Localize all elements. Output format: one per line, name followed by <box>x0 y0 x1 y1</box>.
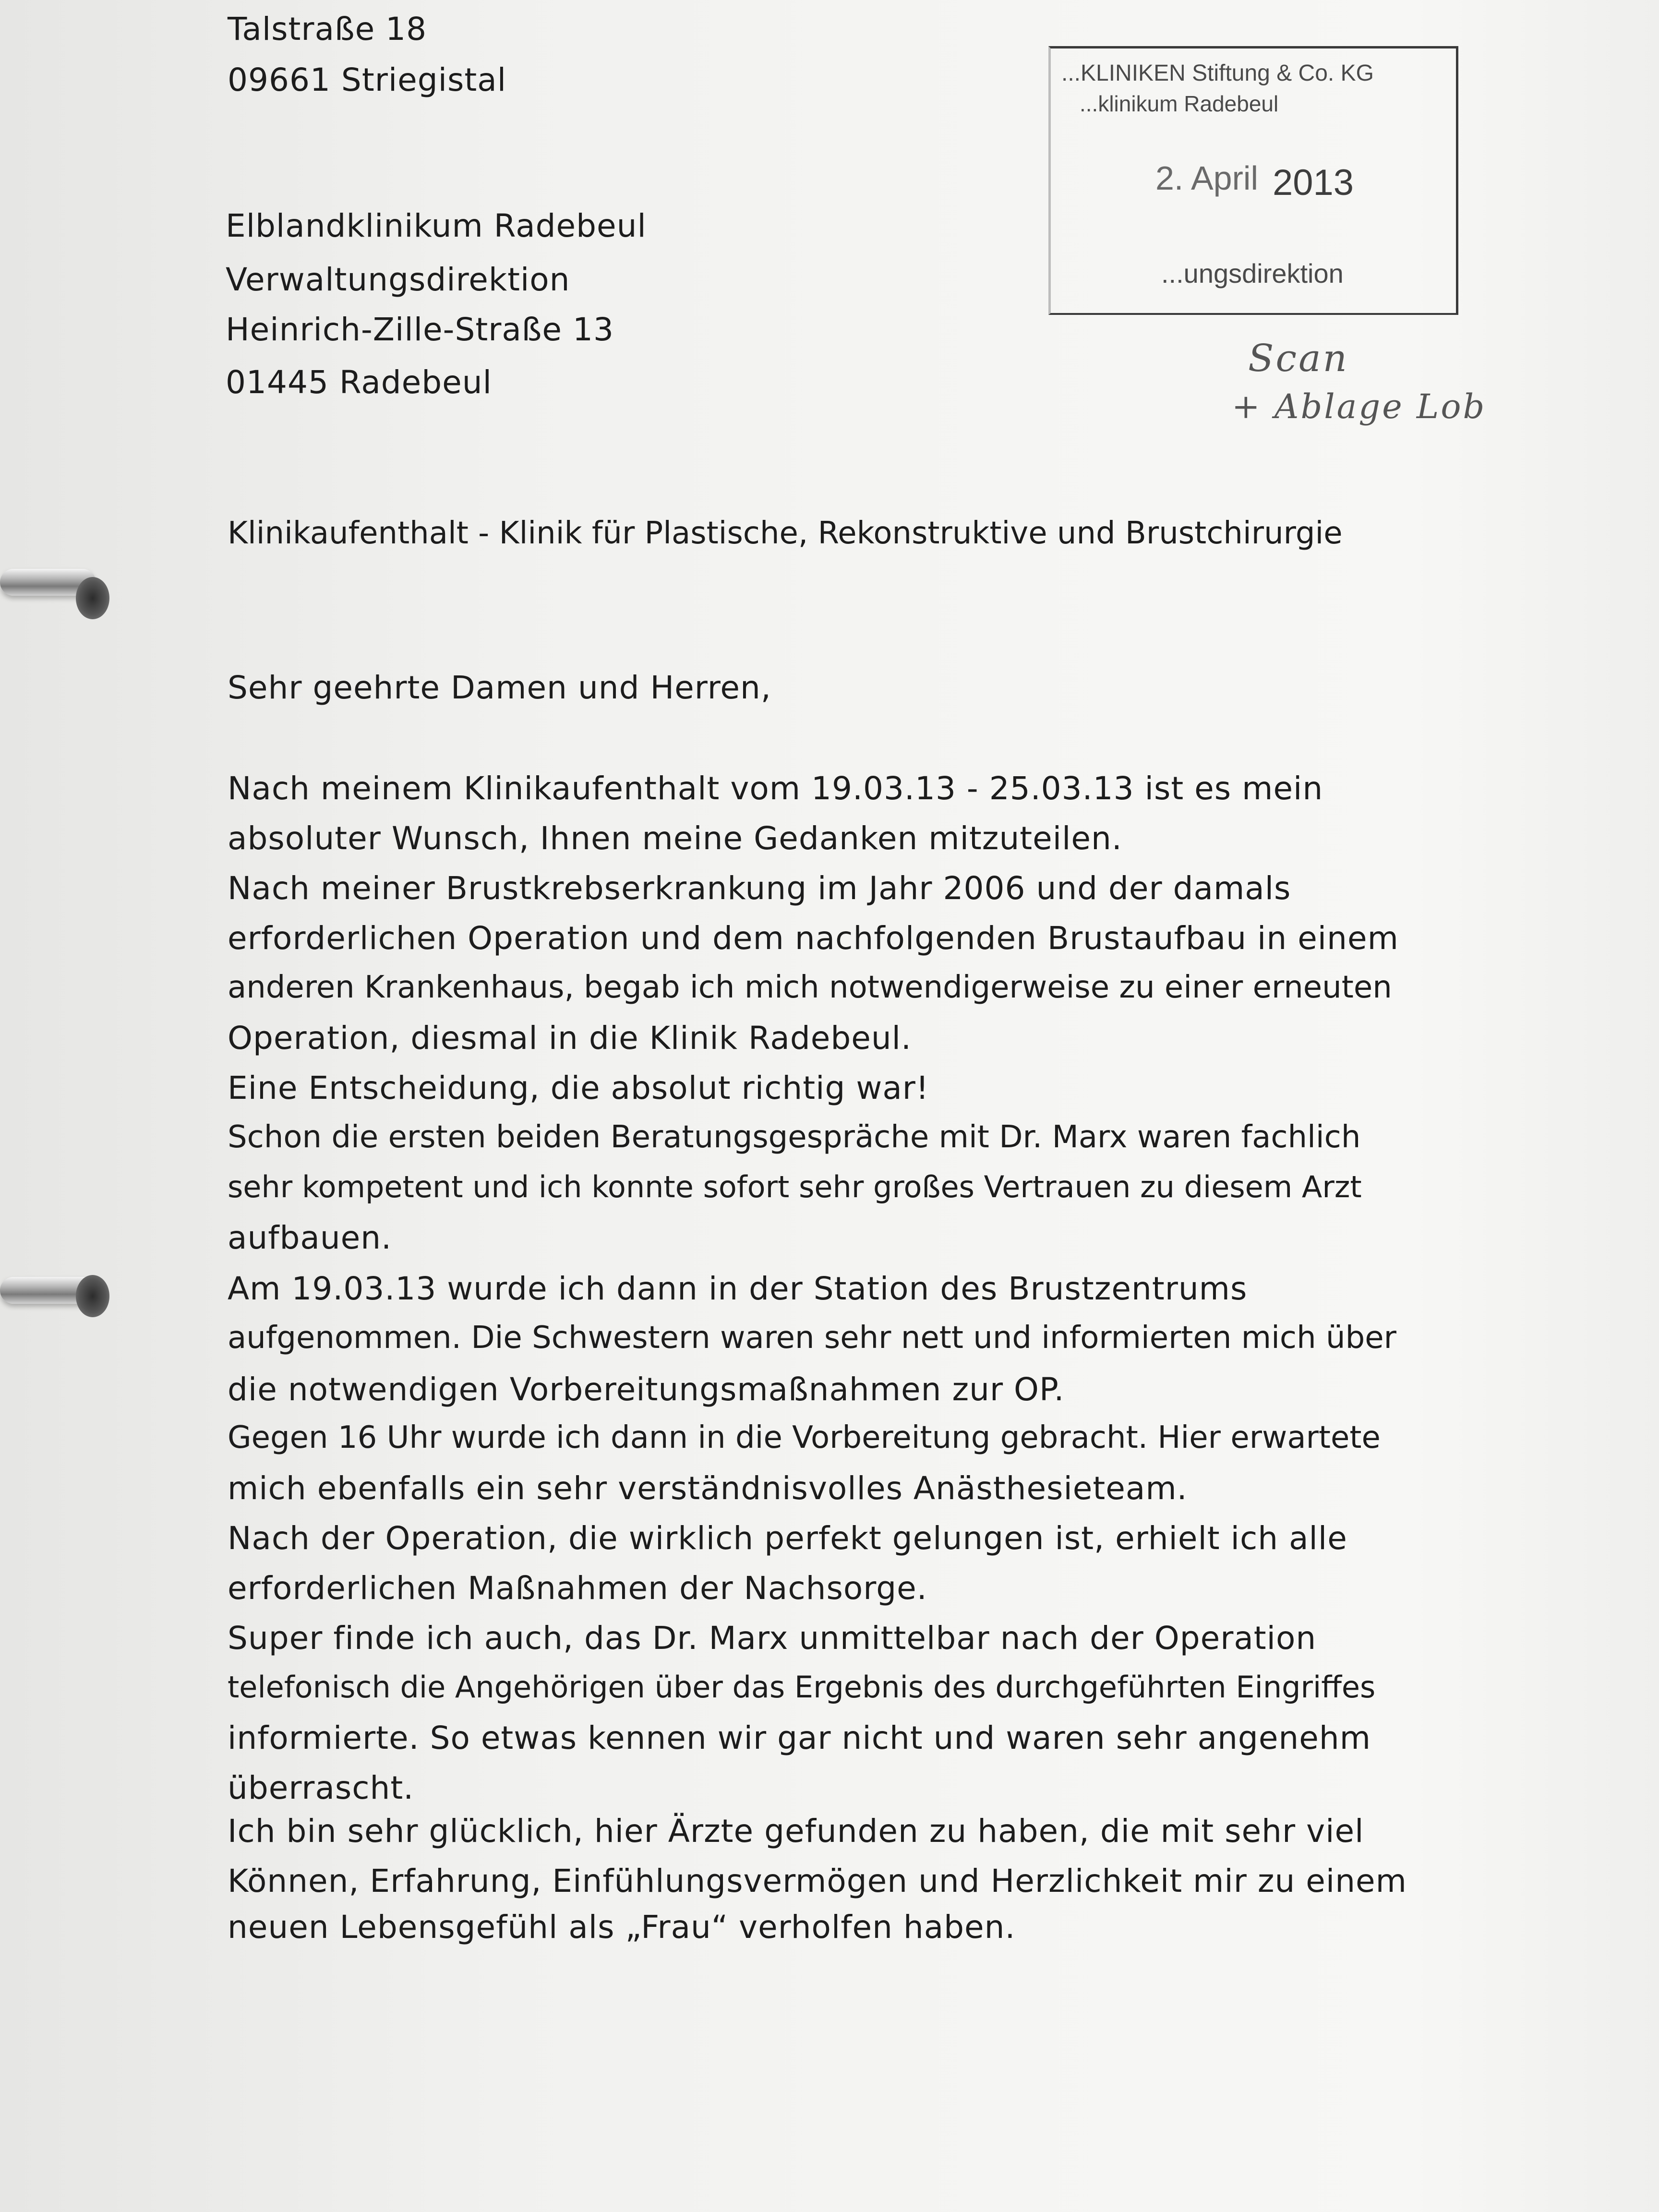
letter-body-line: telefonisch die Angehörigen über das Ergebnis des durchgeführten Eingriffes <box>228 1670 1376 1705</box>
letter-body-line: anderen Krankenhaus, begab ich mich notwendigerweise zu einer erneuten <box>228 970 1392 1005</box>
letter-body-line: erforderlichen Operation und dem nachfolgenden Brustaufbau in einem <box>228 920 1399 957</box>
letter-body-line: aufbauen. <box>228 1219 392 1256</box>
letter-body-line: erforderlichen Maßnahmen der Nachsorge. <box>228 1570 927 1607</box>
recipient-line-3: Heinrich-Zille-Straße 13 <box>226 311 614 348</box>
stamp-date-year: 2013 <box>1273 162 1354 203</box>
letter-body-line: Operation, diesmal in die Klinik Radebeul. <box>228 1020 912 1057</box>
letter-body-line: neuen Lebensgefühl als „Frau“ verholfen haben. <box>228 1909 1016 1946</box>
stamp-clinic: ...klinikum Radebeul <box>1080 91 1279 116</box>
letter-body-line: Nach meinem Klinikaufenthalt vom 19.03.13 - 25.03.13 ist es mein <box>228 770 1323 807</box>
received-stamp <box>1048 46 1458 315</box>
stamp-date-day: 2. April <box>1155 159 1258 197</box>
letter-subject: Klinikaufenthalt - Klinik für Plastische, Rekonstruktive und Brustchirurgie <box>228 516 1343 551</box>
letter-body-line: absoluter Wunsch, Ihnen meine Gedanken mitzuteilen. <box>228 820 1122 857</box>
recipient-line-2: Verwaltungsdirektion <box>226 261 570 298</box>
sender-street: Talstraße 18 <box>228 11 427 48</box>
letter-body-line: Schon die ersten beiden Beratungsgespräche mit Dr. Marx waren fachlich <box>228 1119 1361 1155</box>
letter-body-line: Gegen 16 Uhr wurde ich dann in die Vorbereitung gebracht. Hier erwartete <box>228 1420 1381 1455</box>
punch-hole-bottom <box>76 1275 109 1317</box>
letter-body-line: die notwendigen Vorbereitungsmaßnahmen zur OP. <box>228 1371 1065 1408</box>
letter-body-line: sehr kompetent und ich konnte sofort sehr großes Vertrauen zu diesem Arzt <box>228 1169 1362 1204</box>
letter-body-line: Am 19.03.13 wurde ich dann in der Station des Brustzentrums <box>228 1270 1248 1307</box>
letter-body-line: Können, Erfahrung, Einfühlungsvermögen und Herzlichkeit mir zu einem <box>228 1863 1407 1899</box>
letter-body-line: überrascht. <box>228 1769 414 1806</box>
letter-body-line: aufgenommen. Die Schwestern waren sehr nett und informierten mich über <box>228 1320 1396 1356</box>
stamp-department: ...ungsdirektion <box>1161 258 1344 289</box>
letter-body-line: Eine Entscheidung, die absolut richtig war! <box>228 1070 929 1106</box>
stamp-organisation: ...KLINIKEN Stiftung & Co. KG <box>1061 60 1374 86</box>
recipient-line-4: 01445 Radebeul <box>226 364 492 401</box>
letter-body-line: Ich bin sehr glücklich, hier Ärzte gefunden zu haben, die mit sehr viel <box>228 1813 1364 1850</box>
handwritten-note-scan: Scan <box>1248 337 1349 380</box>
letter-body-line: Super finde ich auch, das Dr. Marx unmittelbar nach der Operation <box>228 1620 1317 1657</box>
letter-body-line: Nach der Operation, die wirklich perfekt gelungen ist, erhielt ich alle <box>228 1520 1347 1557</box>
letter-body-line: informierte. So etwas kennen wir gar nicht und waren sehr angenehm <box>228 1719 1371 1756</box>
letter-salutation: Sehr geehrte Damen und Herren, <box>228 669 771 706</box>
handwritten-note-ablage: + Ablage Lob <box>1232 387 1487 426</box>
letter-body-line: mich ebenfalls ein sehr verständnisvolles Anästhesieteam. <box>228 1470 1188 1507</box>
letter-body-line: Nach meiner Brustkrebserkrankung im Jahr 2006 und der damals <box>228 870 1291 907</box>
punch-hole-top <box>76 577 109 619</box>
recipient-line-1: Elblandklinikum Radebeul <box>226 207 647 244</box>
sender-city: 09661 Striegistal <box>228 61 507 98</box>
